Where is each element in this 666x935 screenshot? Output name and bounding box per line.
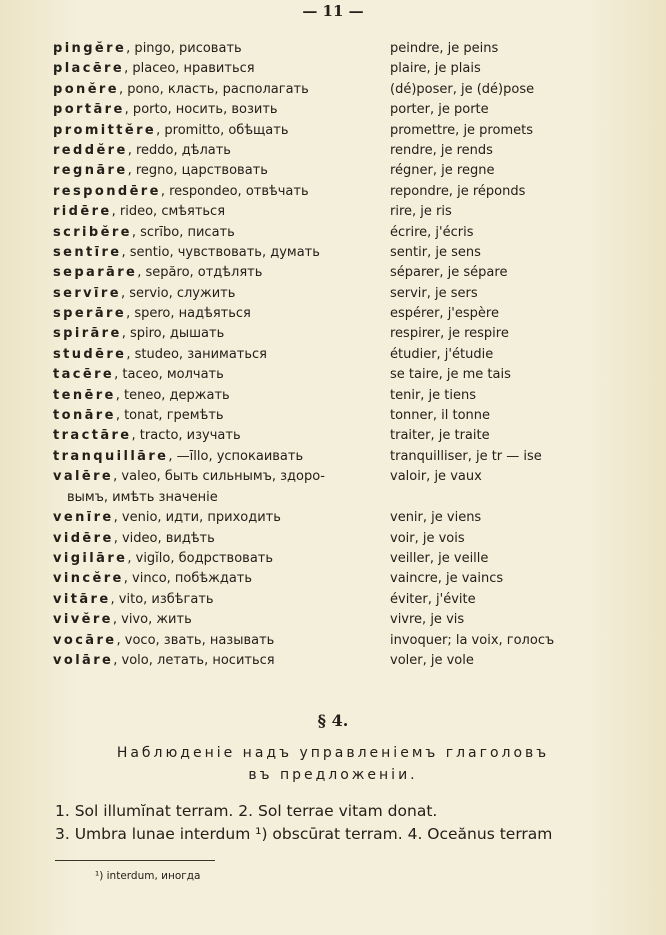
latin-gloss: , sentio, чувствовать, думать [121,244,320,260]
french-gloss: tranquilliser, je tr — ise [390,448,542,464]
latin-gloss: , vito, избѣгать [110,591,214,607]
french-gloss: voler, je vole [390,652,474,668]
latin-verb: valēre [53,469,114,485]
french-gloss: (dé)poser, je (dé)pose [390,81,535,97]
latin-gloss: , —īllo, успокаивать [168,448,304,464]
latin-verb: sentīre [53,244,122,260]
vocab-row [53,202,613,222]
french-gloss: tonner, il tonne [390,408,491,424]
latin-verb: vitāre [53,591,111,607]
french-gloss: régner, je regne [390,163,495,179]
latin-gloss: , tracto, изучать [131,428,241,444]
french-gloss: rire, je ris [390,204,452,220]
exercise-sentences [55,800,615,846]
latin-gloss: , sepăro, отдѣлять [137,265,263,281]
vocab-row [53,406,613,426]
vocab-row [53,141,613,161]
vocab-row [53,569,613,589]
french-gloss: se taire, je me tais [390,367,511,383]
latin-verb: tranquillāre [53,448,169,464]
latin-verb: vocāre [53,632,117,648]
latin-verb: ridēre [53,204,112,220]
vocab-row [53,80,613,100]
latin-gloss: , pingo, рисовать [126,41,242,56]
latin-verb: studēre [53,346,127,362]
latin-verb: portāre [53,102,125,118]
latin-gloss: , spero, надѣяться [126,306,251,322]
latin-verb: respondēre [53,183,161,199]
latin-gloss: , spiro, дышать [121,326,225,342]
vocab-row [53,161,613,181]
latin-gloss: , reddo, дѣлать [127,142,231,158]
page-number: — 11 — [302,2,364,20]
latin-gloss: , studeo, заниматься [126,346,268,362]
latin-gloss: , scrībo, писать [131,224,235,240]
french-gloss: séparer, je sépare [390,265,508,281]
latin-verb: tonāre [53,408,116,424]
latin-gloss: , regno, царствовать [127,163,268,179]
latin-verb: reddĕre [53,142,128,158]
french-gloss: peindre, je peins [390,41,499,56]
latin-verb: pingĕre [53,41,127,56]
vocab-row [53,59,613,79]
section-heading-line1: Наблюденіе надъ управленіемъ глаголовъ [116,745,550,761]
french-gloss: tenir, je tiens [390,387,477,403]
french-gloss: espérer, j'espère [390,306,499,322]
vocab-row [53,39,613,59]
latin-verb: scribĕre [53,224,132,240]
latin-gloss: , rideo, смѣяться [111,204,226,220]
vocab-row [53,529,613,549]
latin-verb: vincĕre [53,571,124,587]
latin-gloss: , respondeo, отвѣчать [160,183,309,199]
latin-verb: sperāre [53,306,127,322]
latin-gloss: , valeo, быть сильнымъ, здоро- [113,469,325,485]
vocab-row [53,121,613,141]
sentence-line: 1. Sol illumĭnat terram. 2. Sol terrae vitam donat. [55,802,438,820]
vocab-row [53,447,613,467]
footnote: ¹) interdum, иногда [95,870,201,882]
section-heading-line2: въ предложеніи. [248,767,418,783]
french-gloss: respirer, je respire [390,326,509,342]
french-gloss: sentir, je sens [390,244,481,260]
latin-verb: separāre [53,265,138,281]
vocab-row [53,631,613,651]
vocab-row [53,549,613,569]
latin-gloss: , voco, звать, называть [116,632,275,648]
vocab-row [53,386,613,406]
vocab-row [53,508,613,528]
french-gloss: repondre, je réponds [390,183,526,199]
vocab-row [53,365,613,385]
sentence-line: 3. Umbra lunae interdum ¹) obscūrat terram. 4. Oceănus terram [55,825,553,843]
vocab-row [53,651,613,671]
vocab-row [53,590,613,610]
latin-gloss: , vivo, жить [112,612,192,628]
latin-gloss: , taceo, молчать [114,367,224,383]
latin-gloss: , servio, служить [120,285,236,301]
latin-gloss: , video, видѣть [113,530,215,546]
latin-verb: spirāre [53,326,122,342]
vocab-row [53,284,613,304]
french-gloss: porter, je porte [390,102,489,118]
vocab-row [53,345,613,365]
french-gloss: écrire, j'écris [390,224,474,240]
vocab-row [53,426,613,446]
latin-gloss: , vinco, побѣждать [123,571,253,587]
french-gloss: servir, je sers [390,285,478,301]
vocab-row [53,263,613,283]
french-gloss: promettre, je promets [390,122,533,138]
latin-verb: servīre [53,285,121,301]
latin-gloss: , volo, летать, носиться [113,652,275,668]
latin-gloss: , pono, класть, располагать [118,81,309,97]
vocab-row [53,100,613,120]
vocab-row [53,243,613,263]
vocab-row [53,304,613,324]
vocab-row [53,223,613,243]
french-gloss: venir, je viens [390,510,482,526]
footnote-divider [55,860,215,861]
french-gloss: vivre, je vis [390,612,465,628]
french-gloss: plaire, je plais [390,61,481,77]
french-gloss: étudier, j'étudie [390,346,494,362]
latin-verb: ponĕre [53,81,119,97]
vocab-row [53,324,613,344]
vocab-row [53,182,613,202]
vocab-row [53,467,613,508]
latin-gloss: , tonat, гремѣть [115,408,224,424]
latin-verb: regnāre [53,163,128,179]
section-mark: § 4. [317,711,349,730]
latin-verb: vigilāre [53,550,128,566]
latin-gloss: , vigĭlo, бодрствовать [127,550,274,566]
latin-gloss: , venio, идти, приходить [113,510,281,526]
latin-gloss: , porto, носить, возить [124,102,278,118]
latin-verb: tenēre [53,387,116,403]
vocabulary-list [53,39,613,671]
french-gloss: voir, je vois [390,530,465,546]
latin-verb: vivĕre [53,612,113,628]
french-gloss: traiter, je traite [390,428,490,444]
latin-gloss: , teneo, держать [115,387,230,403]
french-gloss: vaincre, je vaincs [390,571,504,587]
french-gloss: éviter, j'évite [390,591,476,607]
french-gloss: veiller, je veille [390,550,489,566]
latin-verb: tractāre [53,428,132,444]
latin-verb: volāre [53,652,114,668]
latin-verb: promittĕre [53,122,157,138]
latin-verb: vidēre [53,530,114,546]
french-gloss: rendre, je rends [390,142,493,158]
latin-gloss: , placeo, нравиться [124,61,255,77]
latin-gloss-continuation: вымъ, имѣть значеніе [67,489,218,505]
vocab-row [53,610,613,630]
latin-verb: venīre [53,510,114,526]
french-gloss: valoir, je vaux [390,469,482,485]
latin-verb: tacēre [53,367,115,383]
latin-gloss: , promitto, обѣщать [156,122,289,138]
french-gloss: invoquer; la voix, голосъ [390,632,555,648]
latin-verb: placēre [53,61,125,77]
